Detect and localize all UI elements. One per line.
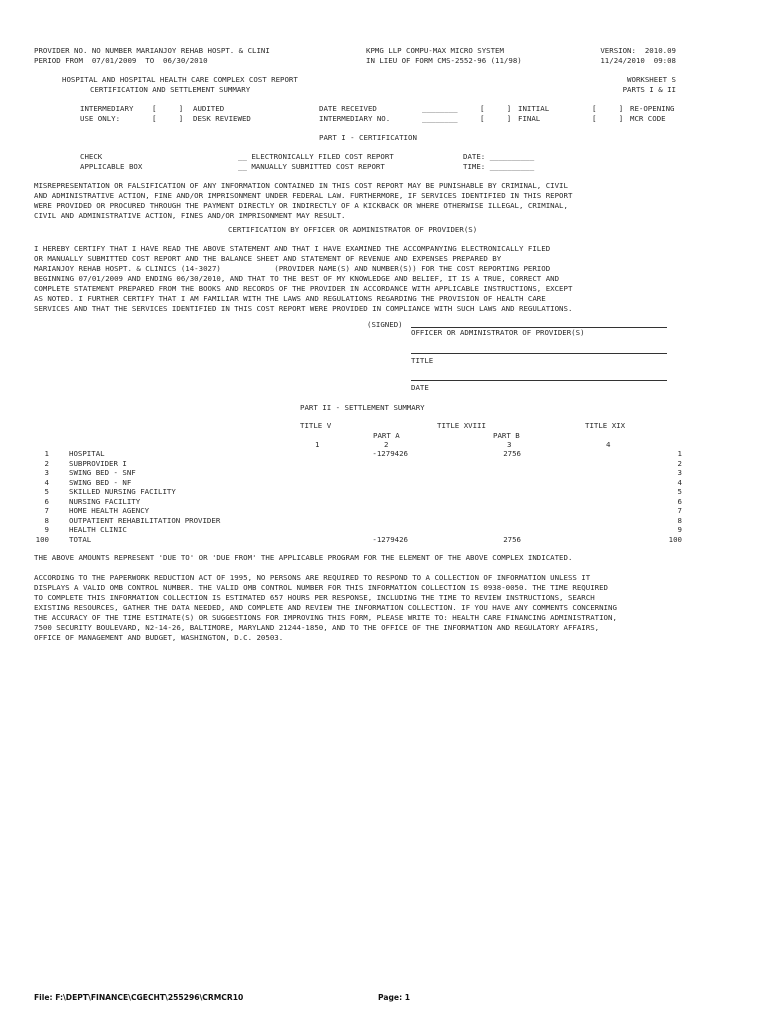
- cert-line: MARIANJOY REHAB HOSPT. & CLINICS (14-3027) (PROVIDER NAME(S) AND NUMBER(S)) FOR THE COST REPORTING PERIOD: [34, 264, 551, 273]
- final-checkbox[interactable]: [ ]: [480, 114, 512, 123]
- cert-line: I HEREBY CERTIFY THAT I HAVE READ THE ABOVE STATEMENT AND THAT I HAVE EXAMINED THE ACCOMPANYING ELECTRONICALLY FILED: [34, 244, 551, 253]
- time-field[interactable]: TIME: __________: [463, 162, 535, 171]
- row-number-right: 2: [677, 459, 682, 468]
- col-title-xviii: TITLE XVIII: [437, 421, 486, 430]
- manual-submitted-option[interactable]: __ MANUALLY SUBMITTED COST REPORT: [238, 162, 385, 171]
- row-label: SWING BED - NF: [69, 478, 132, 487]
- paperwork-line: ACCORDING TO THE PAPERWORK REDUCTION ACT OF 1995, NO PERSONS ARE REQUIRED TO RESPOND TO A COLLECTION OF INFORMATION UNLESS IT: [34, 573, 591, 582]
- check-label: CHECK: [80, 152, 103, 161]
- cell-part-b: 2756: [503, 535, 521, 544]
- warning-line: WERE PROVIDED OR PROCURED THROUGH THE PAYMENT DIRECTLY OR INDIRECTLY OF A KICKBACK OR WHERE OTHERWISE ILLEGAL, CRIMINAL,: [34, 201, 568, 210]
- col-part-b: PART B: [493, 431, 520, 440]
- paperwork-line: 7500 SECURITY BOULEVARD, N2-14-26, BALTIMORE, MARYLAND 21244-1850, AND TO THE OFFICE OF THE INFORMATION AND REGULATORY AFFAIRS,: [34, 623, 600, 632]
- officer-label: OFFICER OR ADMINISTRATOR OF PROVIDER(S): [411, 328, 585, 337]
- paperwork-line: EXISTING RESOURCES, GATHER THE DATA NEEDED, AND COMPLETE AND REVIEW THE INFORMATION COLLECTION. IF YOU HAVE ANY COMMENTS CONCERNING: [34, 603, 617, 612]
- initial-label: INITIAL: [518, 104, 550, 113]
- warning-line: MISREPRESENTATION OR FALSIFICATION OF ANY INFORMATION CONTAINED IN THIS COST REPORT MAY BE PUNISHABLE BY CRIMINAL, CIVIL: [34, 181, 568, 190]
- cell-part-b: 2756: [503, 449, 521, 458]
- col-title-v: TITLE V: [300, 421, 332, 430]
- date-received-field[interactable]: ________: [422, 104, 458, 113]
- row-number-right: 3: [677, 468, 682, 477]
- row-number: 5: [44, 487, 49, 496]
- audited-label: AUDITED: [193, 104, 225, 113]
- warning-line: AND ADMINISTRATIVE ACTION, FINE AND/OR IMPRISONMENT UNDER FEDERAL LAW. FURTHERMORE, IF SERVICES IDENTIFIED IN THIS REPORT: [34, 191, 573, 200]
- version-line: VERSION: 2010.09: [600, 46, 676, 55]
- reopening-checkbox[interactable]: [ ]: [592, 104, 624, 113]
- paperwork-line: TO COMPLETE THIS INFORMATION COLLECTION IS ESTIMATED 657 HOURS PER RESPONSE, INCLUDING THE TIME TO REVIEW INSTRUCTIONS, SEARCH: [34, 593, 595, 602]
- cert-line: BEGINNING 07/01/2009 AND ENDING 06/30/2010, AND THAT TO THE BEST OF MY KNOWLEDGE AND BELIEF, IT IS A TRUE, CORRECT AND: [34, 274, 560, 283]
- desk-reviewed-checkbox[interactable]: [ ]: [152, 114, 184, 123]
- col-num-1: 1: [315, 440, 320, 449]
- intermediary-no-label: INTERMEDIARY NO.: [319, 114, 391, 123]
- parts-label: PARTS I & II: [622, 85, 676, 94]
- row-number: 3: [44, 468, 49, 477]
- mcr-code-field[interactable]: [ ]: [592, 114, 624, 123]
- row-number: 1: [44, 449, 49, 458]
- system-line: KPMG LLP COMPU-MAX MICRO SYSTEM: [366, 46, 504, 55]
- cert-line: SERVICES AND THAT THE SERVICES IDENTIFIED IN THIS COST REPORT WERE PROVIDED IN COMPLIANCE WITH SUCH LAWS AND REGULATIONS.: [34, 304, 573, 313]
- final-label: FINAL: [518, 114, 541, 123]
- mcr-code-label: MCR CODE: [630, 114, 666, 123]
- row-label: SWING BED - SNF: [69, 468, 136, 477]
- row-number: 4: [44, 478, 49, 487]
- row-number-right: 6: [677, 497, 682, 506]
- row-number: 9: [44, 525, 49, 534]
- row-number: 7: [44, 506, 49, 515]
- part2-heading: PART II - SETTLEMENT SUMMARY: [300, 403, 425, 412]
- row-number: 100: [35, 535, 49, 544]
- signed-label: (SIGNED): [367, 320, 403, 329]
- title-line[interactable]: [411, 353, 667, 354]
- cert-line: COMPLETE STATEMENT PREPARED FROM THE BOOKS AND RECORDS OF THE PROVIDER IN ACCORDANCE WITH APPLICABLE INSTRUCTIONS, EXCEPT: [34, 284, 573, 293]
- row-number-right: 1: [677, 449, 682, 458]
- row-number: 6: [44, 497, 49, 506]
- period-line: PERIOD FROM 07/01/2009 TO 06/30/2010: [34, 56, 208, 65]
- col-num-3: 3: [507, 440, 512, 449]
- row-number: 2: [44, 459, 49, 468]
- row-label: TOTAL: [69, 535, 92, 544]
- desk-reviewed-label: DESK REVIEWED: [193, 114, 251, 123]
- paperwork-line: DISPLAYS A VALID OMB CONTROL NUMBER. THE VALID OMB CONTROL NUMBER FOR THIS INFORMATION COLLECTION IS 0938-0050. THE TIME REQUIRED: [34, 583, 608, 592]
- row-number-right: 7: [677, 506, 682, 515]
- date-label: DATE: [411, 383, 429, 392]
- provider-line: PROVIDER NO. NO NUMBER MARIANJOY REHAB HOSPT. & CLINI: [34, 46, 270, 55]
- row-number-right: 5: [677, 487, 682, 496]
- col-num-2: 2: [384, 440, 389, 449]
- electronic-filed-option[interactable]: __ ELECTRONICALLY FILED COST REPORT: [238, 152, 394, 161]
- row-number-right: 100: [668, 535, 682, 544]
- page-number: Page: 1: [378, 993, 411, 1002]
- intermediary-no-field[interactable]: ________: [422, 114, 458, 123]
- row-number-right: 8: [677, 516, 682, 525]
- form-line: IN LIEU OF FORM CMS-2552-96 (11/98): [366, 56, 522, 65]
- use-only-label: USE ONLY:: [80, 114, 121, 123]
- paperwork-line: THE ACCURACY OF THE TIME ESTIMATE(S) OR SUGGESTIONS FOR IMPROVING THIS FORM, PLEASE WRITE TO: HEALTH CARE FINANCING ADMINISTRATION,: [34, 613, 617, 622]
- row-label: SKILLED NURSING FACILITY: [69, 487, 176, 496]
- col-part-a: PART A: [373, 431, 400, 440]
- row-number-right: 9: [677, 525, 682, 534]
- row-label: NURSING FACILITY: [69, 497, 141, 506]
- title-label: TITLE: [411, 356, 434, 365]
- cell-part-a: -1279426: [372, 535, 408, 544]
- intermediary-label: INTERMEDIARY: [80, 104, 134, 113]
- row-number-right: 4: [677, 478, 682, 487]
- date-line[interactable]: [411, 380, 667, 381]
- warning-line: CIVIL AND ADMINISTRATIVE ACTION, FINES AND/OR IMPRISONMENT MAY RESULT.: [34, 211, 346, 220]
- cert-line: OR MANUALLY SUBMITTED COST REPORT AND THE BALANCE SHEET AND STATEMENT OF REVENUE AND EXPENSES PREPARED BY: [34, 254, 502, 263]
- cert-line: AS NOTED. I FURTHER CERTIFY THAT I AM FAMILIAR WITH THE LAWS AND REGULATIONS REGARDING THE PROVISION OF HEALTH CARE: [34, 294, 546, 303]
- applicable-box-label: APPLICABLE BOX: [80, 162, 143, 171]
- date-field[interactable]: DATE: __________: [463, 152, 535, 161]
- audited-checkbox[interactable]: [ ]: [152, 104, 184, 113]
- file-path: File: F:\DEPT\FINANCE\CGECHT\255296\CRMCR10: [34, 993, 244, 1002]
- row-number: 8: [44, 516, 49, 525]
- certification-heading: CERTIFICATION BY OFFICER OR ADMINISTRATOR OF PROVIDER(S): [228, 225, 478, 234]
- row-label: HOSPITAL: [69, 449, 105, 458]
- reopening-label: RE-OPENING: [630, 104, 675, 113]
- col-num-4: 4: [606, 440, 611, 449]
- row-label: HEALTH CLINIC: [69, 525, 127, 534]
- paperwork-line: OFFICE OF MANAGEMENT AND BUDGET, WASHINGTON, D.C. 20503.: [34, 633, 284, 642]
- report-title: HOSPITAL AND HOSPITAL HEALTH CARE COMPLEX COST REPORT: [62, 75, 298, 84]
- date-time-line: 11/24/2010 09:08: [600, 56, 676, 65]
- initial-checkbox[interactable]: [ ]: [480, 104, 512, 113]
- due-to-note: THE ABOVE AMOUNTS REPRESENT 'DUE TO' OR 'DUE FROM' THE APPLICABLE PROGRAM FOR THE ELEMENT OF THE ABOVE COMPLEX INDICATED.: [34, 553, 573, 562]
- report-subtitle: CERTIFICATION AND SETTLEMENT SUMMARY: [90, 85, 251, 94]
- row-label: OUTPATIENT REHABILITATION PROVIDER: [69, 516, 221, 525]
- col-title-xix: TITLE XIX: [585, 421, 626, 430]
- worksheet-label: WORKSHEET S: [627, 75, 676, 84]
- cell-part-a: -1279426: [372, 449, 408, 458]
- part1-heading: PART I - CERTIFICATION: [319, 133, 417, 142]
- row-label: SUBPROVIDER I: [69, 459, 127, 468]
- row-label: HOME HEALTH AGENCY: [69, 506, 150, 515]
- date-received-label: DATE RECEIVED: [319, 104, 377, 113]
